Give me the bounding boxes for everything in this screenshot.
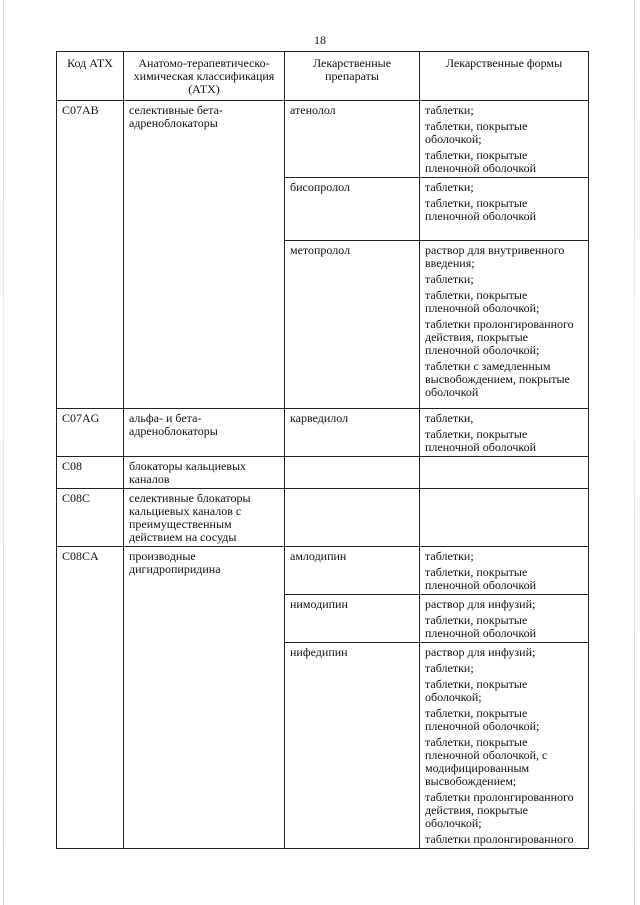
dosage-forms [420,457,589,489]
table-row [57,409,589,457]
dosage-form: таблетки, покрытые пленочной оболочкой; [425,288,540,315]
drug-name: амлодипин [285,547,420,595]
atc-code: C08 [57,457,124,489]
drug-name: метопролол [285,241,420,409]
dosage-form: таблетки пролонгированного действия, покрытые пленочной оболочкой; [425,317,574,357]
dosage-forms [420,489,589,547]
drug-name: нифедипин [285,643,420,849]
drug-name: бисопролол [285,178,420,241]
atc-code: C07AB [57,101,124,409]
atc-classification: альфа- и бета-адреноблокаторы [124,409,285,457]
dosage-form: таблетки с замедленным высвобождением, покрытые оболочкой [425,359,570,399]
atc-code: C07AG [57,409,124,457]
atc-code: C08C [57,489,124,547]
table-row [57,489,589,547]
dosage-form: таблетки, покрытые пленочной оболочкой [425,565,537,592]
dosage-forms [420,643,589,849]
dosage-form: таблетки пролонгированного [425,832,574,846]
dosage-form: таблетки, [425,411,474,425]
dosage-form: таблетки; [425,103,474,117]
dosage-form: таблетки; [425,272,474,286]
header-forms: Лекарственные формы [420,52,589,101]
dosage-forms [420,547,589,595]
dosage-forms [420,409,589,457]
drug-name [285,489,420,547]
dosage-form: таблетки, покрытые оболочкой; [425,119,528,146]
dosage-form: раствор для инфузий; [425,645,536,659]
dosage-form: таблетки, покрытые пленочной оболочкой [425,148,537,175]
atc-code: C08CA [57,547,124,849]
table-row [57,457,589,489]
scan-edge-right [634,0,635,905]
dosage-forms [420,178,589,241]
table-header-row [57,52,589,101]
dosage-form: таблетки, покрытые пленочной оболочкой [425,427,537,454]
dosage-form: таблетки, покрытые пленочной оболочкой [425,613,537,640]
dosage-forms [420,241,589,409]
dosage-form: таблетки; [425,549,474,563]
dosage-form: таблетки, покрытые пленочной оболочкой; [425,706,540,733]
table-row [57,101,589,178]
dosage-form: таблетки, покрытые оболочкой; [425,677,528,704]
dosage-form: таблетки; [425,661,474,675]
dosage-form: раствор для инфузий; [425,597,536,611]
page-number: 18 [314,33,326,47]
drug-name: атенолол [285,101,420,178]
header-classification: Анатомо-терапевтическо-химическая классификация (АТХ) [124,52,285,101]
dosage-form: раствор для внутривенного введения; [425,243,565,270]
dosage-form: таблетки; [425,180,474,194]
drug-name [285,457,420,489]
dosage-forms [420,595,589,643]
table-row [57,547,589,595]
atc-drug-table [56,51,589,849]
dosage-form: таблетки, покрытые пленочной оболочкой, с модифицированным высвобождением; [425,735,548,788]
drug-name: нимодипин [285,595,420,643]
scan-edge-left [3,0,4,905]
atc-classification: селективные блокаторы кальциевых каналов с преимущественным действием на сосуды [124,489,285,547]
atc-classification: блокаторы кальциевых каналов [124,457,285,489]
drug-name: карведилол [285,409,420,457]
atc-classification: производные дигидропиридина [124,547,285,849]
dosage-form: таблетки пролонгированного действия, покрытые оболочкой; [425,790,574,830]
dosage-form: таблетки, покрытые пленочной оболочкой [425,196,537,223]
header-drugs: Лекарственные препараты [285,52,420,101]
header-code: Код АТХ [57,52,124,101]
atc-classification: селективные бета-адреноблокаторы [124,101,285,409]
dosage-forms [420,101,589,178]
